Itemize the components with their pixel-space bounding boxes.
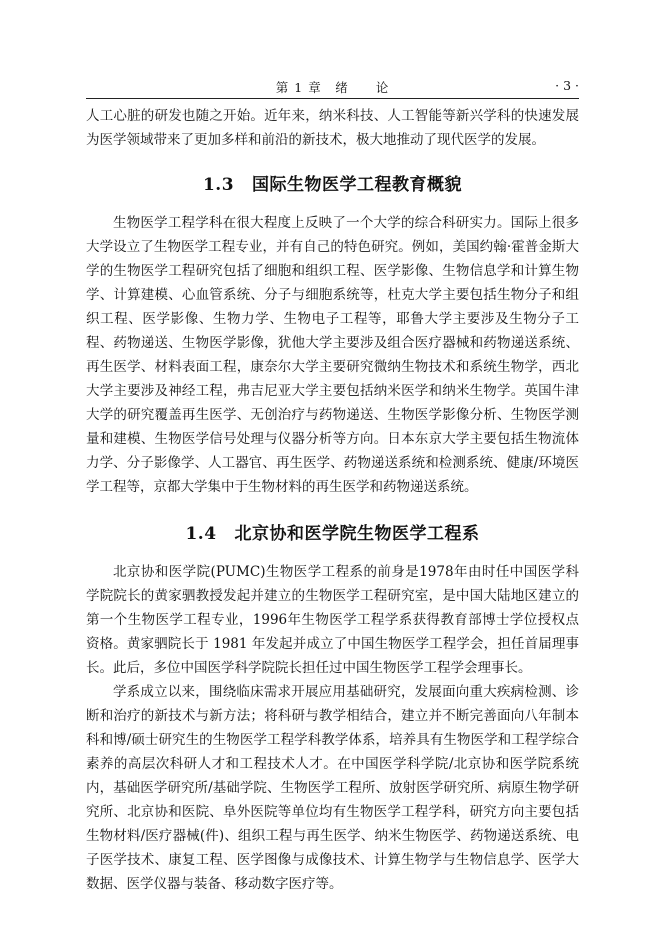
body-paragraph: 生物医学工程学科在很大程度上反映了一个大学的综合科研实力。国际上很多大学设立了生物医学工程专业，并有自己的特色研究。例如，美国约翰·霍普金斯大学的生物医学工程研究包括了细胞和组织工程、医学影像、生物信息学和计算生物学、计算建模、心血管系统、分子与细胞系统等，杜克大学主要包括生物分子和组织工程、医学影像、生物力学、生物电子工程等，耶鲁大学主要涉及生物分子工程、药物递送、生物医学影像，犹他大学主要涉及组合医疗器械和药物递送系统、再生医学、材料表面工程，康奈尔大学主要研究微纳生物技术和系统生物学，西北大学主要涉及神经工程，弗吉尼亚大学主要包括纳米医学和纳米生物学。英国牛津大学的研究覆盖再生医学、无创治疗与药物递送、生物医学影像分析、生物医学测量和建模、生物医学信号处理与仪器分析等方向。日本东京大学主要包括生物流体力学、分子影像学、人工器官、再生医学、药物递送系统和检测系统、健康/环境医学工程等，京都大学集中于生物材料的再生医学和药物递送系统。	[86, 215, 579, 495]
page-number: · 3 ·	[555, 78, 579, 93]
intro-paragraph: 人工心脏的研发也随之开始。近年来，纳米科技、人工智能等新兴学科的快速发展为医学领域带来了更加多样和前沿的新技术，极大地推动了现代医学的发展。	[86, 108, 579, 148]
section-title-text: 国际生物医学工程教育概貌	[252, 175, 463, 195]
section-number: 1.3	[202, 175, 235, 195]
body-paragraph: 北京协和医学院(PUMC)生物医学工程系的前身是1978年由时任中国医学科学院院长的黄家驷教授发起并建立的生物医学工程研究室，是中国大陆地区建立的第一个生物医学工程专业，1996年生物医学工程学系获得教育部博士学位授权点资格。黄家驷院长于 1981 年发起并成立了中国生物医学工程学会，担任首届理事长。此后，多位中国医学科学院院长担任过中国生物医学工程学会理事长。	[86, 564, 579, 676]
section-number: 1.4	[185, 524, 217, 544]
running-head: 第 1 章 绪 论	[275, 80, 390, 95]
section-heading-1-4	[86, 519, 579, 544]
section-title-text: 北京协和医学院生物医学工程系	[234, 524, 480, 544]
section-heading-1-3	[86, 170, 579, 195]
page-content	[86, 104, 579, 896]
page-header	[86, 70, 579, 99]
body-paragraph: 学系成立以来，围绕临床需求开展应用基础研究，发展面向重大疾病检测、诊断和治疗的新技术与新方法；将科研与教学相结合，建立并不断完善面向八年制本科和博/硕士研究生的生物医学工程学科教学体系，培养具有生物医学和工程学综合素养的高层次科研人才和工程技术人才。在中国医学科学院/北京协和医学院系统内，基础医学研究所/基础学院、生物医学工程所、放射医学研究所、病原生物学研究所、北京协和医院、阜外医院等单位均有生物医学工程学科，研究方向主要包括生物材料/医疗器械(件)、组织工程与再生医学、纳米生物医学、药物递送系统、电子医学技术、康复工程、医学图像与成像技术、计算生物学与生物信息学、医学大数据、医学仪器与装备、移动数字医疗等。	[86, 684, 579, 892]
